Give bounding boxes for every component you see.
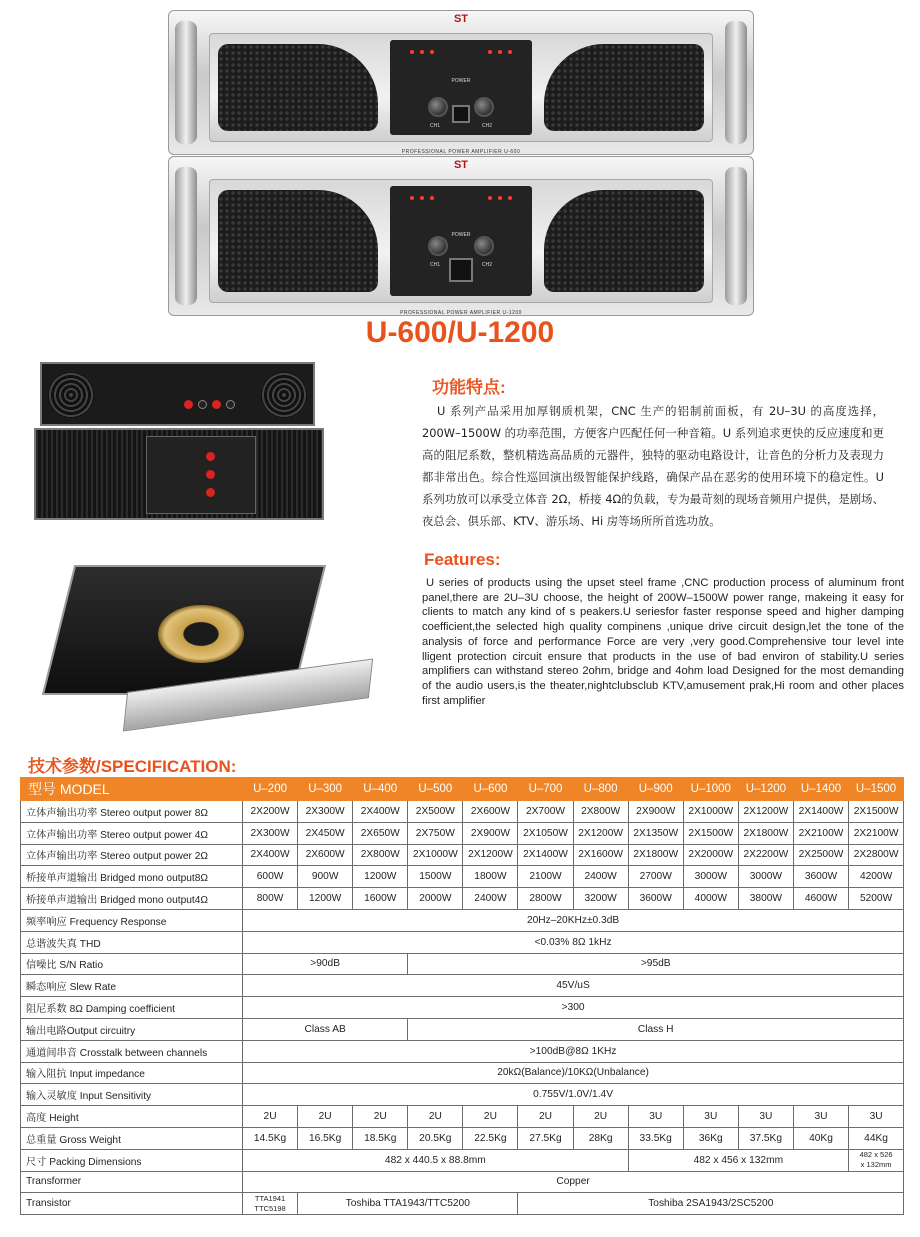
cell-value: 2X1000W	[408, 844, 463, 866]
cell-value: >100dB@8Ω 1KHz	[243, 1040, 904, 1062]
cell-value: 2X1400W	[793, 801, 848, 823]
cell-value: 2X450W	[298, 822, 353, 844]
cell-value: 2X300W	[243, 822, 298, 844]
table-row-impedance	[21, 1062, 904, 1084]
model-header: U–1400	[793, 778, 848, 801]
cell-value: 2U	[243, 1106, 298, 1128]
cell-value: 2800W	[518, 888, 573, 910]
cell-value: >95dB	[408, 953, 904, 975]
power-label: POWER	[451, 78, 471, 84]
transistor-line: TTA1941	[254, 1193, 286, 1203]
vent-grille	[218, 44, 378, 131]
cell-value: 2X1050W	[518, 822, 573, 844]
indicator-led	[410, 50, 414, 54]
cell-value: 5200W	[849, 888, 904, 910]
table-row-power	[21, 866, 904, 888]
cell-value: 2X1500W	[683, 822, 738, 844]
ch1-label: CH1	[430, 262, 441, 268]
ch2-gain-knob	[474, 97, 494, 117]
cooling-fan	[48, 372, 94, 418]
cell-value	[849, 1149, 904, 1171]
cell-value: 3000W	[683, 866, 738, 888]
brand-logo: ST	[453, 13, 469, 25]
cell-value: 2X2100W	[849, 822, 904, 844]
cell-value: 2700W	[628, 866, 683, 888]
table-row-frequency	[21, 909, 904, 931]
indicator-led	[430, 50, 434, 54]
cell-value	[243, 1193, 298, 1215]
model-header: U–1200	[738, 778, 793, 801]
table-row-sensitivity	[21, 1084, 904, 1106]
ch1-gain-knob	[428, 236, 448, 256]
model-header: U–900	[628, 778, 683, 801]
speaker-terminal	[198, 400, 207, 409]
cell-value: 4200W	[849, 866, 904, 888]
row-label: 桥接单声道输出 Bridged mono output4Ω	[21, 888, 243, 910]
cell-value: 3U	[849, 1106, 904, 1128]
cell-value: 2000W	[408, 888, 463, 910]
cell-value: 2X600W	[463, 801, 518, 823]
rear-panel-photo-u600	[40, 362, 315, 426]
cell-value: 16.5Kg	[298, 1127, 353, 1149]
indicator-led	[498, 196, 502, 200]
indicator-led	[508, 196, 512, 200]
cell-value: Class H	[408, 1018, 904, 1040]
speaker-terminal	[184, 400, 193, 409]
cell-value: 2400W	[463, 888, 518, 910]
cell-value: 2X300W	[298, 801, 353, 823]
cell-value: 33.5Kg	[628, 1127, 683, 1149]
ch1-gain-knob	[428, 97, 448, 117]
cell-value: >300	[243, 997, 904, 1019]
cell-value: 2X700W	[518, 801, 573, 823]
vent-grille	[544, 190, 704, 292]
indicator-led	[420, 196, 424, 200]
cell-value: 2400W	[573, 866, 628, 888]
model-header: U–500	[408, 778, 463, 801]
spec-table	[20, 777, 904, 1215]
speaker-terminal	[212, 400, 221, 409]
cell-value: 20Hz–20KHz±0.3dB	[243, 909, 904, 931]
speaker-terminal	[226, 400, 235, 409]
cell-value: 44Kg	[849, 1127, 904, 1149]
cell-value: 2X1500W	[849, 801, 904, 823]
indicator-led	[420, 50, 424, 54]
cell-value: 2X900W	[628, 801, 683, 823]
row-label: 频率响应 Frequency Response	[21, 909, 243, 931]
features-en-heading: Features:	[424, 550, 501, 569]
transistor-line: TTC5198	[254, 1203, 286, 1213]
cell-value: 2X1800W	[738, 822, 793, 844]
indicator-led	[430, 196, 434, 200]
cell-value: 600W	[243, 866, 298, 888]
ch2-gain-knob	[474, 236, 494, 256]
cell-value: 2X750W	[408, 822, 463, 844]
table-row-transformer	[21, 1171, 904, 1193]
table-row-damping	[21, 997, 904, 1019]
cell-value: 3600W	[628, 888, 683, 910]
model-header: U–1500	[849, 778, 904, 801]
cell-value: 900W	[298, 866, 353, 888]
spec-heading: 技术参数/SPECIFICATION:	[28, 757, 237, 776]
row-label: 立体声输出功率 Stereo output power 2Ω	[21, 844, 243, 866]
table-row-transistor	[21, 1193, 904, 1215]
cell-value: 2X650W	[353, 822, 408, 844]
ch1-label: CH1	[430, 123, 441, 129]
model-label: 型号 MODEL	[21, 778, 243, 801]
cell-value: 482 x 456 x 132mm	[628, 1149, 848, 1171]
cooling-fan	[261, 372, 307, 418]
cell-value: 2X2500W	[793, 844, 848, 866]
table-row-power	[21, 822, 904, 844]
model-header: U–1000	[683, 778, 738, 801]
model-plate: PROFESSIONAL POWER AMPLIFIER U-600	[401, 149, 521, 155]
cell-value: 1200W	[353, 866, 408, 888]
cell-value: 800W	[243, 888, 298, 910]
cell-value: 22.5Kg	[463, 1127, 518, 1149]
cell-value: 2X2000W	[683, 844, 738, 866]
cell-value: Toshiba 2SA1943/2SC5200	[518, 1193, 904, 1215]
front-panel	[209, 179, 713, 303]
cell-value: 2X1600W	[573, 844, 628, 866]
row-label: 高度 Height	[21, 1106, 243, 1128]
table-row-height	[21, 1106, 904, 1128]
table-row-circuit	[21, 1018, 904, 1040]
front-panel	[209, 33, 713, 142]
control-panel	[390, 186, 532, 296]
features-en-body: U series of products using the upset steel frame ,CNC production process of aluminum front panel,there are 2U–3U choose, the height of 200W–1500W power range, makeing it easy for clients to match any kind of s peakers.U seriesfor faster response speed and higher damping coefficient,the selected high quality compinens ,unique drive circuit design,let the tone of the analysis of force and performance Force are very ,very good.Comprehensive tour level inte lligent protection circuit ensure that products in the use of bad environ of stability.U series amplifiers can withstand stereo 2ohm, bridge and 4ohm load Designed for the most demanding of the audio users,is the theater,nightclubsclub KTV,amusement prak,Hi room and other places first amplifier	[422, 577, 904, 707]
cell-value: 1500W	[408, 866, 463, 888]
cell-value: 20kΩ(Balance)/10KΩ(Unbalance)	[243, 1062, 904, 1084]
model-plate: PROFESSIONAL POWER AMPLIFIER U-1200	[400, 310, 522, 316]
cell-value: 2X1200W	[463, 844, 518, 866]
cell-value: 3U	[683, 1106, 738, 1128]
row-label: 输出电路Output circuitry	[21, 1018, 243, 1040]
model-header: U–300	[298, 778, 353, 801]
row-label: Transistor	[21, 1193, 243, 1215]
rack-handle	[725, 167, 747, 305]
power-label: POWER	[451, 232, 471, 238]
cell-value: 2X1200W	[573, 822, 628, 844]
table-row-thd	[21, 931, 904, 953]
cell-value: 2X1400W	[518, 844, 573, 866]
rack-handle	[725, 21, 747, 144]
cell-value: 2X800W	[573, 801, 628, 823]
cell-value: 3U	[793, 1106, 848, 1128]
cell-value: Class AB	[243, 1018, 408, 1040]
table-row-packing	[21, 1149, 904, 1171]
model-header: U–600	[463, 778, 518, 801]
cell-value: 2X1800W	[628, 844, 683, 866]
toroidal-transformer	[158, 605, 244, 663]
control-panel	[390, 40, 532, 135]
cell-value: 18.5Kg	[353, 1127, 408, 1149]
cell-value: 1200W	[298, 888, 353, 910]
cell-value: 2U	[463, 1106, 518, 1128]
cell-value: 3U	[738, 1106, 793, 1128]
speaker-terminal	[206, 470, 215, 479]
cell-value: 2U	[353, 1106, 408, 1128]
model-header: U–400	[353, 778, 408, 801]
indicator-led	[498, 50, 502, 54]
model-header: U–700	[518, 778, 573, 801]
table-row-slew	[21, 975, 904, 997]
cell-value: 2X600W	[298, 844, 353, 866]
cell-value: 4600W	[793, 888, 848, 910]
table-row-power	[21, 801, 904, 823]
speaker-terminal	[206, 452, 215, 461]
ch2-label: CH2	[481, 262, 492, 268]
cell-value: 36Kg	[683, 1127, 738, 1149]
table-row-crosstalk	[21, 1040, 904, 1062]
row-label: 输入灵敏度 Input Sensitivity	[21, 1084, 243, 1106]
cell-value: <0.03% 8Ω 1kHz	[243, 931, 904, 953]
power-switch	[452, 105, 470, 123]
features-cn-heading: 功能特点:	[432, 378, 506, 397]
row-label: 阻尼系数 8Ω Damping coefficient	[21, 997, 243, 1019]
cell-value: 2X400W	[243, 844, 298, 866]
amplifier-u600	[168, 10, 754, 155]
cell-value: 28Kg	[573, 1127, 628, 1149]
indicator-led	[508, 50, 512, 54]
cell-value: 1800W	[463, 866, 518, 888]
cell-value: 2X2100W	[793, 822, 848, 844]
cell-value: >90dB	[243, 953, 408, 975]
cell-value: 40Kg	[793, 1127, 848, 1149]
cell-value: 2U	[298, 1106, 353, 1128]
vent-grille	[544, 44, 704, 131]
cell-value: 2X1000W	[683, 801, 738, 823]
cell-value: 482 x 440.5 x 88.8mm	[243, 1149, 629, 1171]
row-label: 立体声输出功率 Stereo output power 4Ω	[21, 822, 243, 844]
model-header: U–200	[243, 778, 298, 801]
cell-value: 2X800W	[353, 844, 408, 866]
cell-value: 3800W	[738, 888, 793, 910]
row-label: 通道间串音 Crosstalk between channels	[21, 1040, 243, 1062]
row-label: Transformer	[21, 1171, 243, 1193]
cell-value: 4000W	[683, 888, 738, 910]
cell-value: 45V/uS	[243, 975, 904, 997]
row-label: 总谐波失真 THD	[21, 931, 243, 953]
speaker-terminal	[206, 488, 215, 497]
row-label: 信噪比 S/N Ratio	[21, 953, 243, 975]
amplifier-u1200	[168, 156, 754, 316]
indicator-led	[410, 196, 414, 200]
cell-value: 2X2200W	[738, 844, 793, 866]
cell-value: 3U	[628, 1106, 683, 1128]
row-label: 桥接单声道输出 Bridged mono output8Ω	[21, 866, 243, 888]
table-row-weight	[21, 1127, 904, 1149]
row-label: 输入阻抗 Input impedance	[21, 1062, 243, 1084]
packing-line: 482 x 526	[859, 1150, 893, 1160]
row-label: 尺寸 Packing Dimensions	[21, 1149, 243, 1171]
row-label: 立体声输出功率 Stereo output power 8Ω	[21, 801, 243, 823]
row-label: 总重量 Gross Weight	[21, 1127, 243, 1149]
cell-value: 27.5Kg	[518, 1127, 573, 1149]
cell-value: 14.5Kg	[243, 1127, 298, 1149]
cell-value: 3600W	[793, 866, 848, 888]
indicator-led	[488, 50, 492, 54]
cell-value: 2U	[518, 1106, 573, 1128]
cell-value: 3000W	[738, 866, 793, 888]
cell-value: 37.5Kg	[738, 1127, 793, 1149]
rack-handle	[175, 167, 197, 305]
cell-value: 2X200W	[243, 801, 298, 823]
cell-value: 2X2800W	[849, 844, 904, 866]
cell-value: 2100W	[518, 866, 573, 888]
cell-value: 20.5Kg	[408, 1127, 463, 1149]
power-switch	[449, 258, 473, 282]
cell-value: 2X900W	[463, 822, 518, 844]
cell-value: 2U	[573, 1106, 628, 1128]
packing-line: x 132mm	[860, 1160, 892, 1170]
model-header: U–800	[573, 778, 628, 801]
rear-panel-photo-u1200	[34, 428, 324, 520]
features-cn-body: U 系列产品采用加厚钢质机架，CNC 生产的铝制前面板，有 2U–3U 的高度选择，200W–1500W 的功率范围，方便客户匹配任何一种音箱。U 系列追求更快的反应速度和更高的阻尼系数，整机精选高品质的元器件，独特的驱动电路设计，让音色的分析力及表现力都非常出色。综合性巡回演出级智能保护线路，确保产品在恶劣的使用环境下的稳定性。U 系列功放可以承受立体音 2Ω，桥接 4Ω的负载，专为最苛刻的现场音频用户提供，是剧场、夜总会、俱乐部、KTV、游乐场、Hi 房等场所所首选功放。	[422, 404, 884, 528]
table-row-snr	[21, 953, 904, 975]
rack-handle	[175, 21, 197, 144]
cell-value: 2U	[408, 1106, 463, 1128]
interior-photo	[58, 525, 310, 725]
cell-value: 3200W	[573, 888, 628, 910]
cell-value: 2X1350W	[628, 822, 683, 844]
brand-logo: ST	[453, 159, 469, 171]
hero-amplifier-image	[168, 10, 754, 316]
table-row-power	[21, 844, 904, 866]
cell-value: 2X500W	[408, 801, 463, 823]
cell-value: 2X400W	[353, 801, 408, 823]
indicator-led	[488, 196, 492, 200]
table-header-row	[21, 778, 904, 801]
cell-value: 0.755V/1.0V/1.4V	[243, 1084, 904, 1106]
model-title: U-600/U-1200	[365, 316, 555, 349]
vent-grille	[218, 190, 378, 292]
ch2-label: CH2	[481, 123, 492, 129]
cell-value: 2X1200W	[738, 801, 793, 823]
table-row-power	[21, 888, 904, 910]
cell-value: Copper	[243, 1171, 904, 1193]
row-label: 瞬态响应 Slew Rate	[21, 975, 243, 997]
cell-value: Toshiba TTA1943/TTC5200	[298, 1193, 518, 1215]
io-panel	[146, 436, 256, 514]
cell-value: 1600W	[353, 888, 408, 910]
